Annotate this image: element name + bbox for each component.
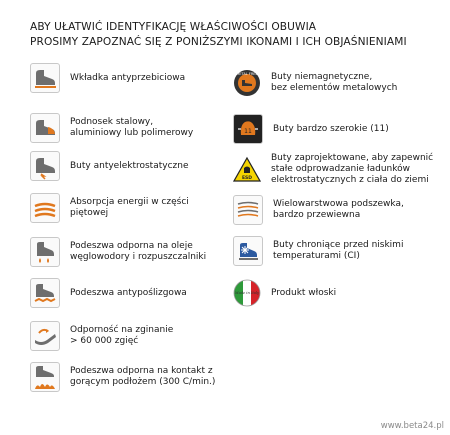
- feature-multilayer-lining: [233, 195, 404, 225]
- feature-antistatic: [30, 151, 189, 181]
- feature-label: Wielowarstwowa podszewka, bardzo przewiewna: [273, 199, 404, 220]
- feature-made-in-italy: [233, 279, 336, 307]
- feature-esd: [233, 153, 433, 186]
- feature-flex-resistance: [30, 321, 173, 351]
- feature-oil-resistant: [30, 237, 206, 267]
- title-line-1: ABY UŁATWIĆ IDENTYFIKACJĘ WŁAŚCIWOŚCI OBUWIA: [30, 21, 317, 33]
- multilayer-insole-icon: [233, 195, 263, 225]
- energy-absorption-heel-icon: [30, 193, 60, 223]
- anti-slip-sole-icon: [30, 278, 60, 308]
- feature-label: Podeszwa odporna na kontakt z gorącym podłożem (300 C/min.): [70, 366, 216, 387]
- feature-label: Odporność na zginanie > 60 000 zgięć: [70, 325, 174, 346]
- feature-label: Wkładka antyprzebiciowa: [70, 72, 186, 83]
- extra-wide-fit-icon: [233, 114, 263, 144]
- heat-resistant-sole-icon: [30, 362, 60, 392]
- made-in-italy-icon: [233, 279, 261, 307]
- feature-label: Absorpcja energii w części piętowej: [70, 197, 189, 218]
- feature-label: Podeszwa odporna na oleje węglowodory i rozpuszczalniki: [70, 241, 207, 262]
- svg-text:ESD: ESD: [241, 175, 253, 181]
- cold-protection-icon: [233, 236, 263, 266]
- svg-text:Made in Italy: Made in Italy: [234, 291, 260, 295]
- metal-free-badge-icon: [233, 69, 261, 97]
- feature-cold-protection: [233, 236, 403, 266]
- steel-toecap-icon: [30, 113, 60, 143]
- feature-label: Podeszwa antypoślizgowa: [70, 287, 187, 298]
- svg-text:METAL FREE: METAL FREE: [236, 72, 258, 76]
- anti-puncture-insole-icon: [30, 63, 60, 93]
- feature-steel-toecap: [30, 113, 193, 143]
- title-line-2: PROSIMY ZAPOZNAĆ SIĘ Z PONIŻSZYMI IKONAMI I ICH OBJAŚNIENIAMI: [30, 36, 407, 48]
- svg-text:11: 11: [244, 128, 252, 135]
- feature-label: Podnosek stalowy, aluminiowy lub polimerowy: [70, 117, 194, 138]
- feature-extra-wide: [233, 114, 389, 144]
- page-title: [30, 20, 407, 50]
- flex-resistance-icon: [30, 321, 60, 351]
- feature-label: Produkt włoski: [271, 287, 337, 298]
- feature-heat-resistant: [30, 362, 215, 392]
- feature-anti-puncture: [30, 63, 185, 93]
- feature-label: Buty chroniące przed niskimi temperaturami (CI): [273, 240, 404, 261]
- antistatic-shoe-icon: [30, 151, 60, 181]
- feature-label: Buty antyelektrostatyczne: [70, 160, 189, 171]
- feature-label: Buty bardzo szerokie (11): [273, 123, 389, 134]
- footer-url: www.beta24.pl: [380, 421, 444, 431]
- feature-label: Buty zaprojektowane, aby zapewnić stałe odprowadzanie ładunków elektrostatycznych z ciała do ziemi: [271, 153, 434, 185]
- oil-resistant-sole-icon: [30, 237, 60, 267]
- feature-label: Buty niemagnetyczne, bez elementów metalowych: [271, 72, 398, 93]
- esd-warning-icon: [233, 156, 261, 184]
- feature-anti-slip: [30, 278, 187, 308]
- feature-energy-absorption: [30, 193, 189, 223]
- feature-metal-free: [233, 69, 397, 97]
